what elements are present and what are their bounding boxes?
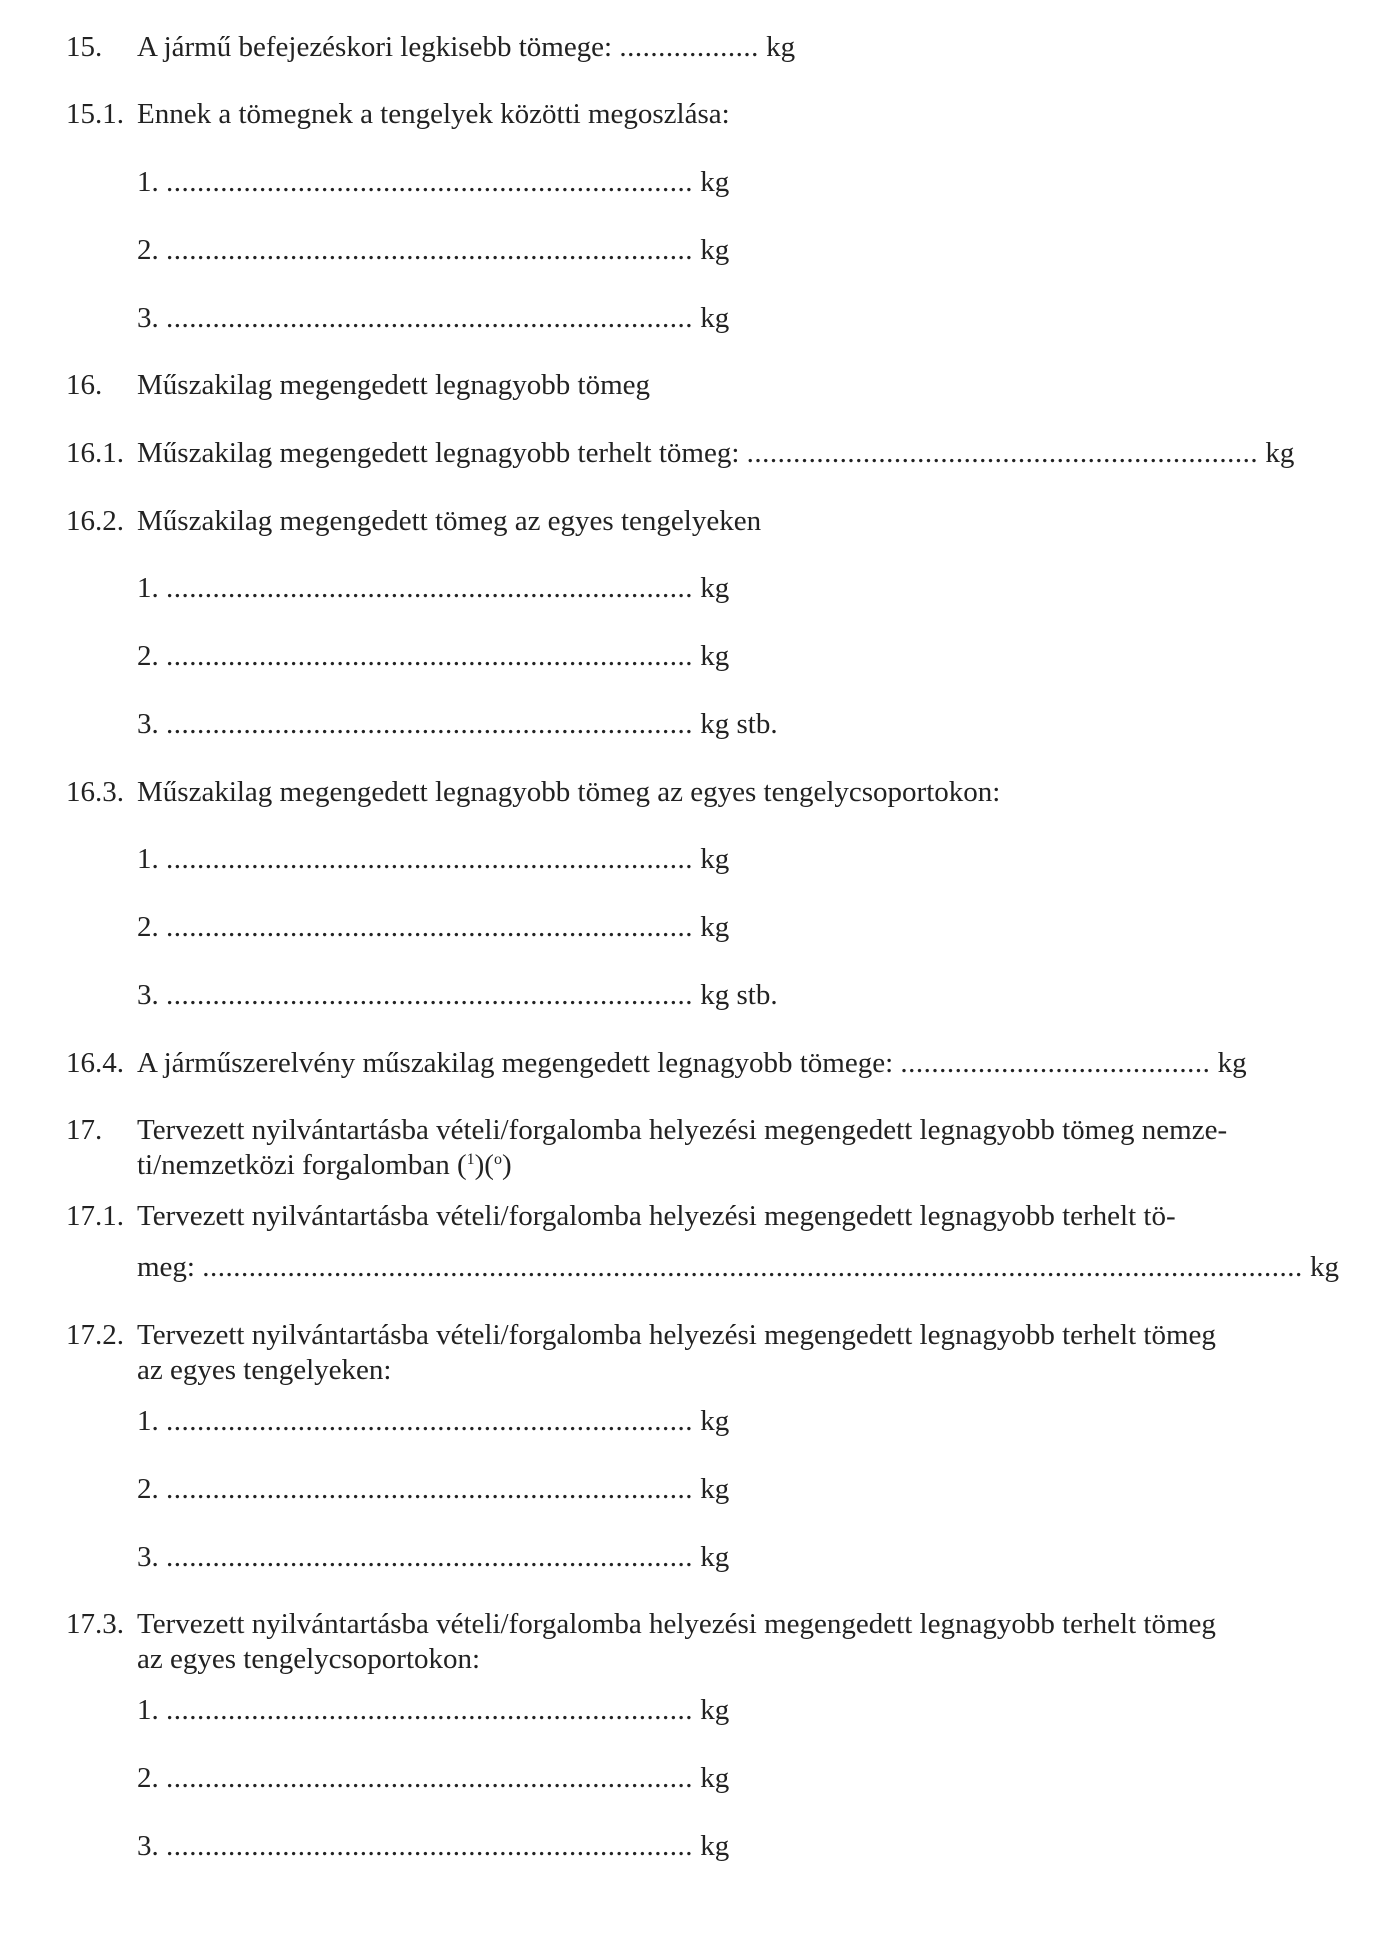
unit-label: kg [700,572,730,604]
item-text [137,1046,1247,1080]
fill-in-dots[interactable]: .................................................................... [166,979,693,1011]
sub-number: 2. [137,1473,159,1505]
unit-label: kg [700,1694,730,1726]
sub-number: 2. [137,911,159,943]
item-label: ti/nemzetközi forgalomban ( [137,1149,467,1181]
fill-in-dots[interactable]: .................................................................... [166,166,693,198]
item-text: Ennek a tömegnek a tengelyek közötti megoszlása: [137,98,730,130]
unit-label: kg [700,234,730,266]
fill-in-dots[interactable]: .................................................................. [746,437,1259,469]
punctuation: )( [474,1149,494,1181]
fill-in-dots[interactable]: .................................................................... [166,572,693,604]
item-label: A jármű befejezéskori legkisebb tömege: [137,31,613,63]
fill-in-dots[interactable]: .................................................................... [166,1694,693,1726]
unit-label: kg [700,843,730,875]
sub-number: 3. [137,708,159,740]
unit-label: kg stb. [700,708,778,740]
sub-number: 3. [137,1541,159,1573]
fill-in-dots[interactable]: .................................................................... [166,708,693,740]
sub-item-2 [137,1761,729,1795]
fill-in-dots[interactable]: .................................................................... [166,1762,693,1794]
item-number: 16.2. [66,505,124,537]
fill-in-dots[interactable]: ........................................ [900,1047,1211,1079]
unit-label: kg [700,1762,730,1794]
item-text-continued: az egyes tengelycsoportokon: [137,1643,481,1675]
sub-item-1 [137,1404,729,1438]
sub-number: 1. [137,166,159,198]
fill-in-dots[interactable]: .................................................................... [166,640,693,672]
unit-label: kg [700,1541,730,1573]
unit-label: kg [700,1830,730,1862]
item-label: Műszakilag megengedett legnagyobb terhelt tömeg: [137,437,740,469]
sub-label: meg: [137,1251,195,1283]
item-number: 17.3. [66,1608,124,1640]
sub-number: 2. [137,234,159,266]
sub-number: 1. [137,572,159,604]
sub-item-1 [137,165,729,199]
sub-item-3 [137,1540,729,1574]
item-number: 16.3. [66,776,124,808]
item-number: 15.1. [66,98,124,130]
item-number: 15. [66,31,103,63]
fill-in-dots[interactable]: .................................................................... [166,1541,693,1573]
item-text [137,436,1294,470]
item-text: Műszakilag megengedett tömeg az egyes tengelyeken [137,505,762,537]
item-number: 17. [66,1114,103,1146]
sub-item-3 [137,978,778,1012]
item-text: Tervezett nyilvántartásba vételi/forgalomba helyezési megengedett legnagyobb terhelt tömeg [137,1319,1216,1351]
fill-in-dots[interactable]: .................. [619,31,759,63]
item-number: 17.1. [66,1200,124,1232]
sub-item-2 [137,910,729,944]
punctuation: ) [501,1149,512,1181]
sub-item-3 [137,707,778,741]
sub-item-3 [137,1829,729,1863]
footnote-ref[interactable]: o [493,1151,502,1168]
sub-number: 1. [137,1694,159,1726]
item-number: 17.2. [66,1319,124,1351]
unit-label: kg [700,1405,730,1437]
sub-item-2 [137,233,729,267]
item-text-continued: az egyes tengelyeken: [137,1354,392,1386]
fill-in-dots[interactable]: .............................................................................................................................................. [202,1251,1303,1283]
sub-item-1 [137,1693,729,1727]
fill-in-dots[interactable]: .................................................................... [166,1830,693,1862]
item-text: Tervezett nyilvántartásba vételi/forgalomba helyezési megengedett legnagyobb terhelt tömeg [137,1608,1216,1640]
unit-label: kg [700,166,730,198]
item-label: A járműszerelvény műszakilag megengedett legnagyobb tömege: [137,1047,894,1079]
unit-label: kg stb. [700,979,778,1011]
item-text: Műszakilag megengedett legnagyobb tömeg [137,369,650,401]
sub-number: 1. [137,1405,159,1437]
fill-in-dots[interactable]: .................................................................... [166,1473,693,1505]
unit-label: kg [700,302,730,334]
unit-label: kg [700,911,730,943]
sub-number: 1. [137,843,159,875]
unit-label: kg [700,1473,730,1505]
unit-label: kg [1265,437,1295,469]
sub-number: 2. [137,640,159,672]
sub-number: 2. [137,1762,159,1794]
sub-item-1 [137,842,729,876]
unit-label: kg [700,640,730,672]
fill-in-dots[interactable]: .................................................................... [166,1405,693,1437]
fill-in-dots[interactable]: .................................................................... [166,302,693,334]
sub-number: 3. [137,979,159,1011]
sub-number: 3. [137,1830,159,1862]
sub-item-1 [137,571,729,605]
item-text: Tervezett nyilvántartásba vételi/forgalomba helyezési megengedett legnagyobb tömeg nemze- [137,1114,1228,1146]
sub-item-3 [137,301,729,335]
fill-in-dots[interactable]: .................................................................... [166,911,693,943]
item-number: 16.4. [66,1047,124,1079]
sub-item-2 [137,1472,729,1506]
sub-item-2 [137,639,729,673]
unit-label: kg [1310,1251,1339,1283]
fill-in-dots[interactable]: .................................................................... [166,843,693,875]
item-text [137,30,795,64]
sub-number: 3. [137,302,159,334]
fill-in-dots[interactable]: .................................................................... [166,234,693,266]
item-text-continued [137,1148,512,1182]
item-number: 16.1. [66,437,124,469]
footnote-ref[interactable]: 1 [466,1151,475,1168]
unit-label: kg [766,31,796,63]
item-17-1-fill [137,1250,1339,1284]
unit-label: kg [1217,1047,1247,1079]
item-number: 16. [66,369,103,401]
item-text: Tervezett nyilvántartásba vételi/forgalomba helyezési megengedett legnagyobb terhelt tö- [137,1200,1176,1232]
item-text: Műszakilag megengedett legnagyobb tömeg az egyes tengelycsoportokon: [137,776,1001,808]
